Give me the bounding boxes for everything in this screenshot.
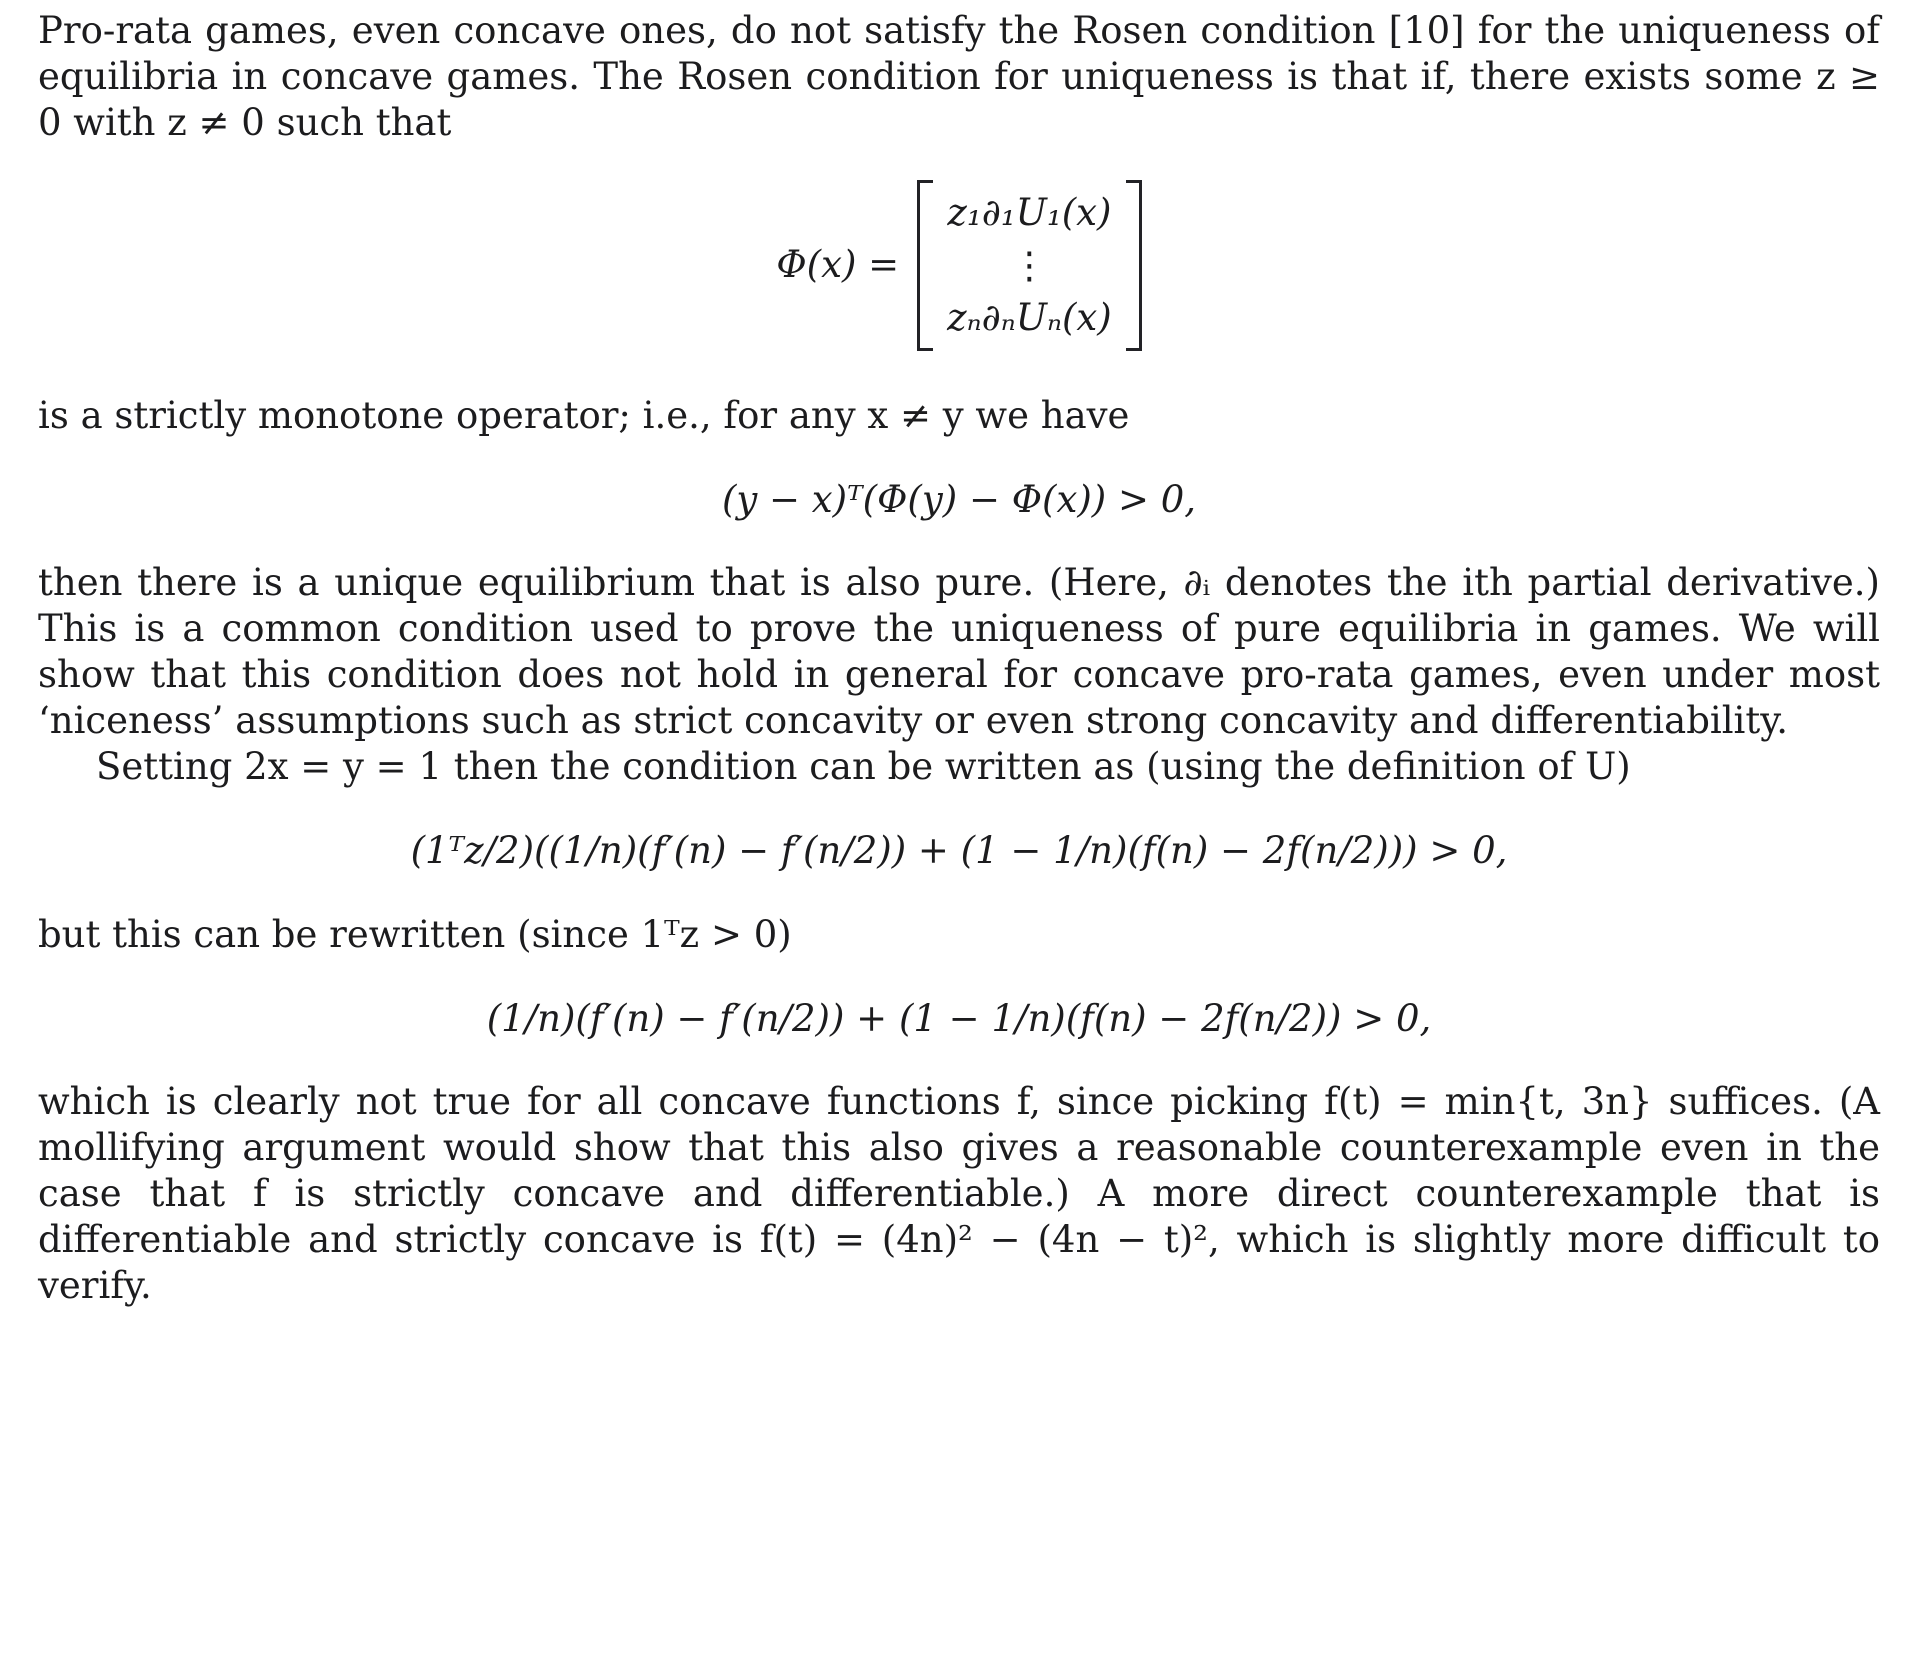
paragraph-unique-equilibrium: then there is a unique equilibrium that is also pure. (Here, ∂ᵢ denotes the ith partial derivative.) This is a common condition used to prove the uniqueness of pure equilibria in games. We will show that this condition does not hold in general for concave pro-rata games, even under most ‘niceness’ assumptions such as strict concavity or even strong concavity and differentiability.: [38, 561, 1880, 743]
matrix-row-n: zₙ∂ₙUₙ(x): [947, 295, 1112, 339]
paragraph-conclusion: which is clearly not true for all concave functions f, since picking f(t) = min{t, 3n} suffices. (A mollifying argument would show that this also gives a reasonable counterexample even in the case that f is strictly concave and differentiable.) A more direct counterexample that is differentiable and strictly concave is f(t) = (4n)² − (4n − t)², which is slightly more difficult to verify.: [38, 1080, 1880, 1307]
equation-phi-definition: [38, 180, 1880, 351]
paragraph-setting-condition: Setting 2x = y = 1 then the condition can be written as (using the definition of U): [96, 744, 1631, 788]
matrix: [917, 180, 1142, 351]
matrix-row-1: z₁∂₁U₁(x): [947, 190, 1112, 234]
equation-expanded-condition: (1ᵀz/2)((1/n)(f′(n) − f′(n/2)) + (1 − 1/n)(f(n) − 2f(n/2))) > 0,: [410, 828, 1508, 872]
paragraph-monotone-operator: is a strictly monotone operator; i.e., for any x ≠ y we have: [38, 393, 1130, 437]
matrix-rows: [933, 180, 1126, 351]
phi-lhs: Φ(x) =: [776, 243, 900, 287]
equation-simplified-condition: (1/n)(f′(n) − f′(n/2)) + (1 − 1/n)(f(n) − 2f(n/2)) > 0,: [486, 996, 1432, 1040]
equation-monotonicity: (y − x)ᵀ(Φ(y) − Φ(x)) > 0,: [721, 477, 1197, 521]
matrix-left-bracket: [917, 180, 933, 351]
matrix-vdots: ⋮: [1010, 243, 1048, 287]
paragraph-intro: Pro-rata games, even concave ones, do not satisfy the Rosen condition [10] for the uniqueness of equilibria in concave games. The Rosen condition for uniqueness is that if, there exists some z ≥ 0 with z ≠ 0 such that: [38, 9, 1880, 144]
matrix-right-bracket: [1126, 180, 1142, 351]
paragraph-rewritten: but this can be rewritten (since 1ᵀz > 0): [38, 912, 792, 956]
